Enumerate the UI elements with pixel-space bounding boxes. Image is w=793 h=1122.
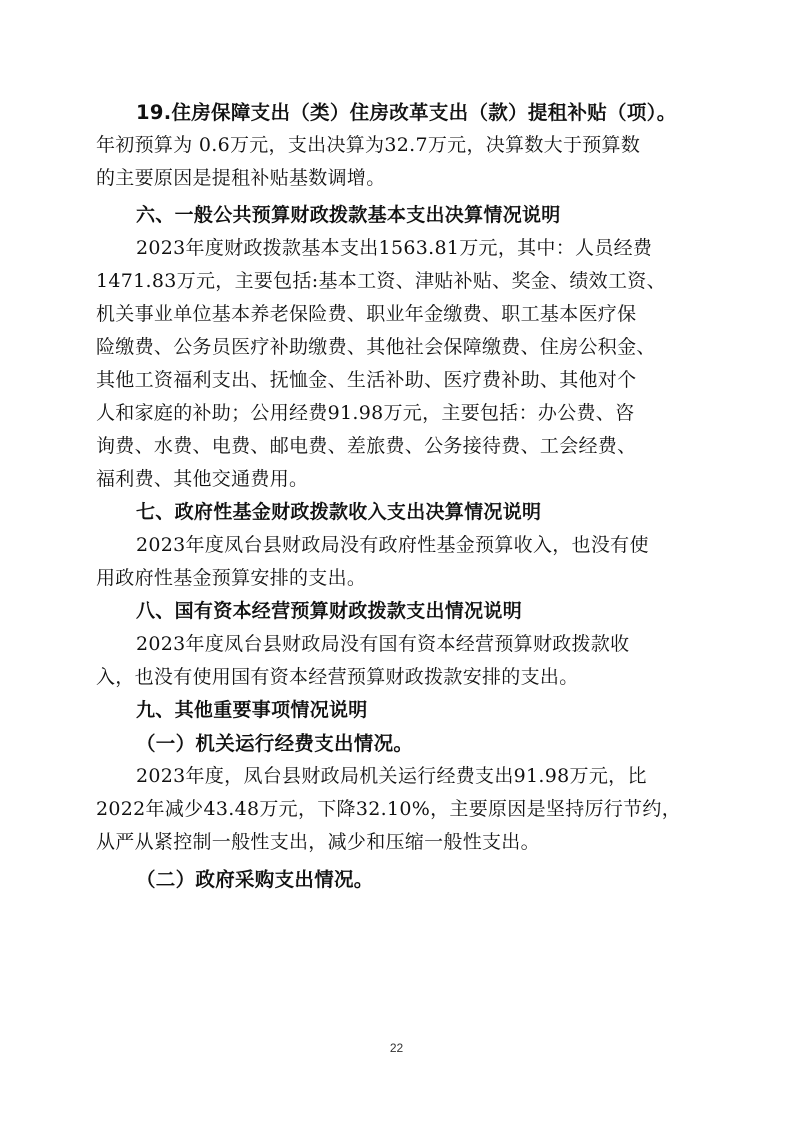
- section6-body-line-8: 福利费、其他交通费用。: [96, 468, 309, 490]
- section6-heading: 六、一般公共预算财政拨款基本支出决算情况说明: [136, 204, 561, 226]
- sub1-heading: （一）机关运行经费支出情况。: [136, 732, 414, 755]
- section6-body-line-1: 2023年度财政拨款基本支出1563.81万元，其中：人员经费: [136, 237, 653, 259]
- sub1-body-line-2: 2022年减少43.48万元，下降32.10%，主要原因是坚持厉行节约，: [96, 798, 681, 820]
- section6-body-line-3: 机关事业单位基本养老保险费、职业年金缴费、职工基本医疗保: [96, 303, 637, 325]
- document-page: [96, 96, 706, 896]
- section7-body-line-1: 2023年度凤台县财政局没有政府性基金预算收入，也没有使: [136, 534, 649, 556]
- section7-heading: 七、政府性基金财政拨款收入支出决算情况说明: [136, 501, 542, 523]
- sub1-body-line-1: 2023年度，凤台县财政局机关运行经费支出91.98万元，比: [136, 765, 647, 787]
- section7-body-line-2: 用政府性基金预算安排的支出。: [96, 567, 367, 589]
- section8-body-line-2: 入，也没有使用国有资本经营预算财政拨款安排的支出。: [96, 666, 579, 688]
- section6-body-line-5: 其他工资福利支出、抚恤金、生活补助、医疗费补助、其他对个: [96, 369, 637, 391]
- sub2-heading: （二）政府采购支出情况。: [136, 868, 374, 891]
- section8-body-line-1: 2023年度凤台县财政局没有国有资本经营预算财政拨款收: [136, 633, 630, 655]
- section6-body-line-4: 险缴费、公务员医疗补助缴费、其他社会保障缴费、住房公积金、: [96, 336, 656, 358]
- sub1-body-line-3: 从严从紧控制一般性支出，减少和压缩一般性支出。: [96, 831, 540, 853]
- section6-body-line-6: 人和家庭的补助；公用经费91.98万元，主要包括：办公费、咨: [96, 402, 635, 424]
- item19-heading: 19.住房保障支出（类）住房改革支出（款）提租补贴（项）。: [136, 101, 677, 124]
- section9-heading: 九、其他重要事项情况说明: [136, 699, 368, 721]
- item19-body-line-1: 年初预算为 0.6万元，支出决算为32.7万元，决算数大于预算数: [96, 134, 641, 156]
- page-number: 22: [389, 1041, 404, 1055]
- section8-heading: 八、国有资本经营预算财政拨款支出情况说明: [136, 600, 523, 622]
- section6-body-line-2: 1471.83万元，主要包括:基本工资、津贴补贴、奖金、绩效工资、: [96, 270, 666, 292]
- section6-body-line-7: 询费、水费、电费、邮电费、差旅费、公务接待费、工会经费、: [96, 435, 637, 457]
- item19-body-line-2: 的主要原因是提租补贴基数调增。: [96, 167, 386, 189]
